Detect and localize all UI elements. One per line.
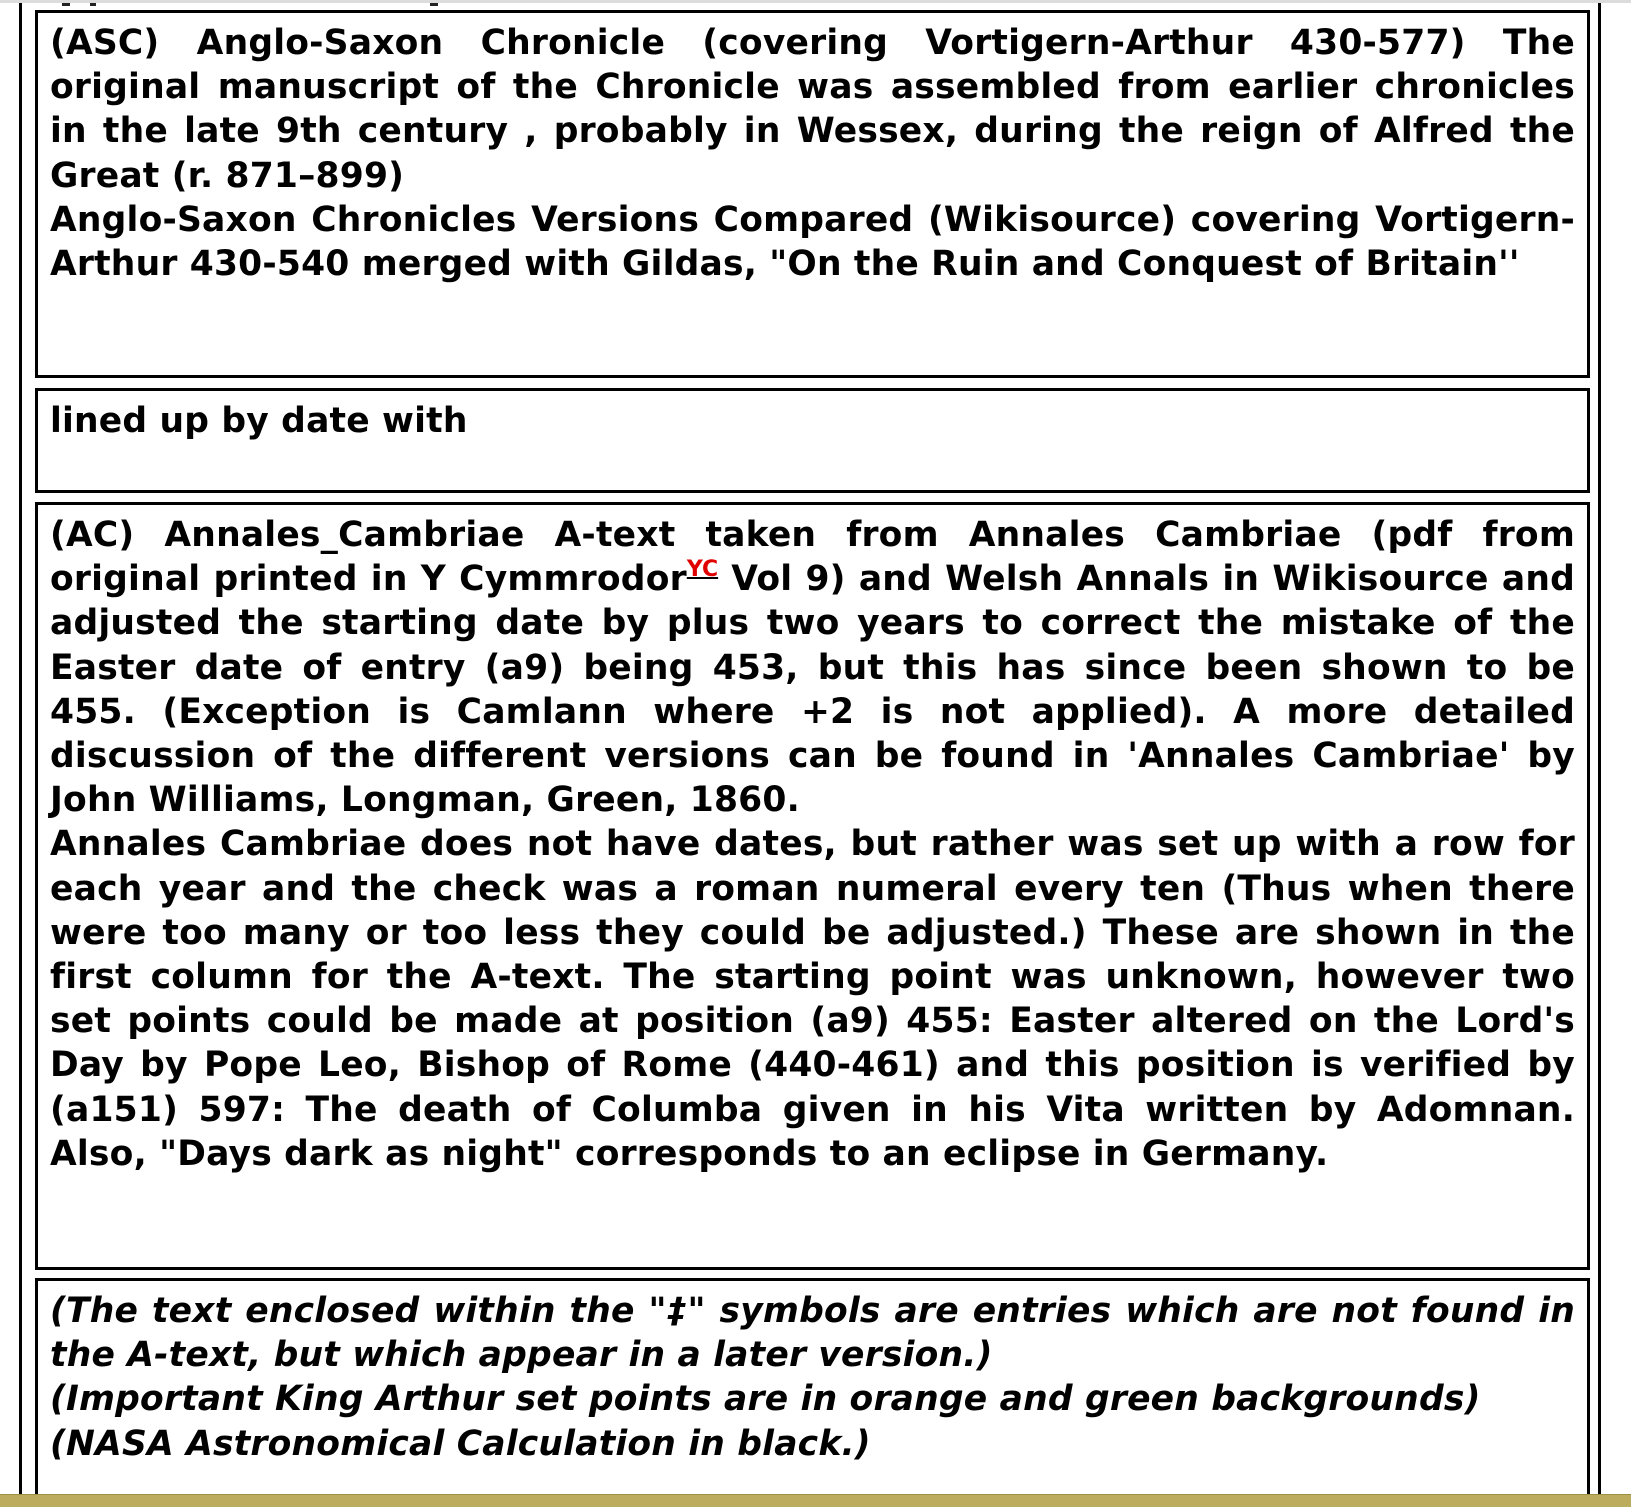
note-nasa: (NASA Astronomical Calculation in black.) [50,1423,871,1464]
ac-text-after-link: Vol 9) and Welsh Annals in Wikisource and adjusted the starting date by plus two years to correct the mistake of the Easter date of entry (a9) being 453, but this has since been shown to be 455. (Exception is Camlann where +2 is not applied). A more detailed discussion of the different versions can be found in 'Annales Cambriae' by John Williams, Longman, Green, 1860. [50,559,1575,821]
lined-up-cell [35,388,1590,493]
ac-description-cell [35,502,1590,1270]
ac-text-before-link: (AC) Annales_Cambriae A-text taken from Annales Cambriae (pdf from original printed in Y Cymmrodor [50,515,1575,600]
bottom-status-bar [0,1494,1631,1507]
note-set-points: (Important King Arthur set points are in orange and green backgrounds) [50,1379,1481,1420]
ac-paragraph [50,513,1575,822]
yc-footnote-link[interactable]: YC [686,557,719,583]
asc-paragraph: (ASC) Anglo-Saxon Chronicle (covering Vortigern-Arthur 430-577) The original manuscript of the Chronicle was assembled from earlier chronicles in the late 9th century , probably in Wessex, during the reign of Alfred the Great (r. 871–899) [50,23,1575,196]
asc-description-cell [35,10,1590,378]
note-symbols: (The text enclosed within the "‡" symbols are entries which are not found in the A-text, but which appear in a later version.) [50,1291,1575,1376]
asc-versions-paragraph: Anglo-Saxon Chronicles Versions Compared (Wikisource) covering Vortigern-Arthur 430-540 merged with Gildas, "On the Ruin and Conquest of Britain'' [50,199,1575,285]
legend-note-cell [35,1278,1590,1507]
ac-dates-paragraph: Annales Cambriae does not have dates, but rather was set up with a row for each year and the check was a roman numeral every ten (Thus when there were too many or too less they could be adjusted.) These are shown in the first column for the A-text. The starting point was unknown, however two set points could be made at position (a9) 455: Easter altered on the Lord's Day by Pope Leo, Bishop of Rome (440-461) and this position is verified by (a151) 597: The death of Columba given in his Vita written by Adomnan. Also, "Days dark as night" corresponds to an eclipse in Germany. [50,824,1575,1174]
lined-up-text: lined up by date with [50,401,468,441]
